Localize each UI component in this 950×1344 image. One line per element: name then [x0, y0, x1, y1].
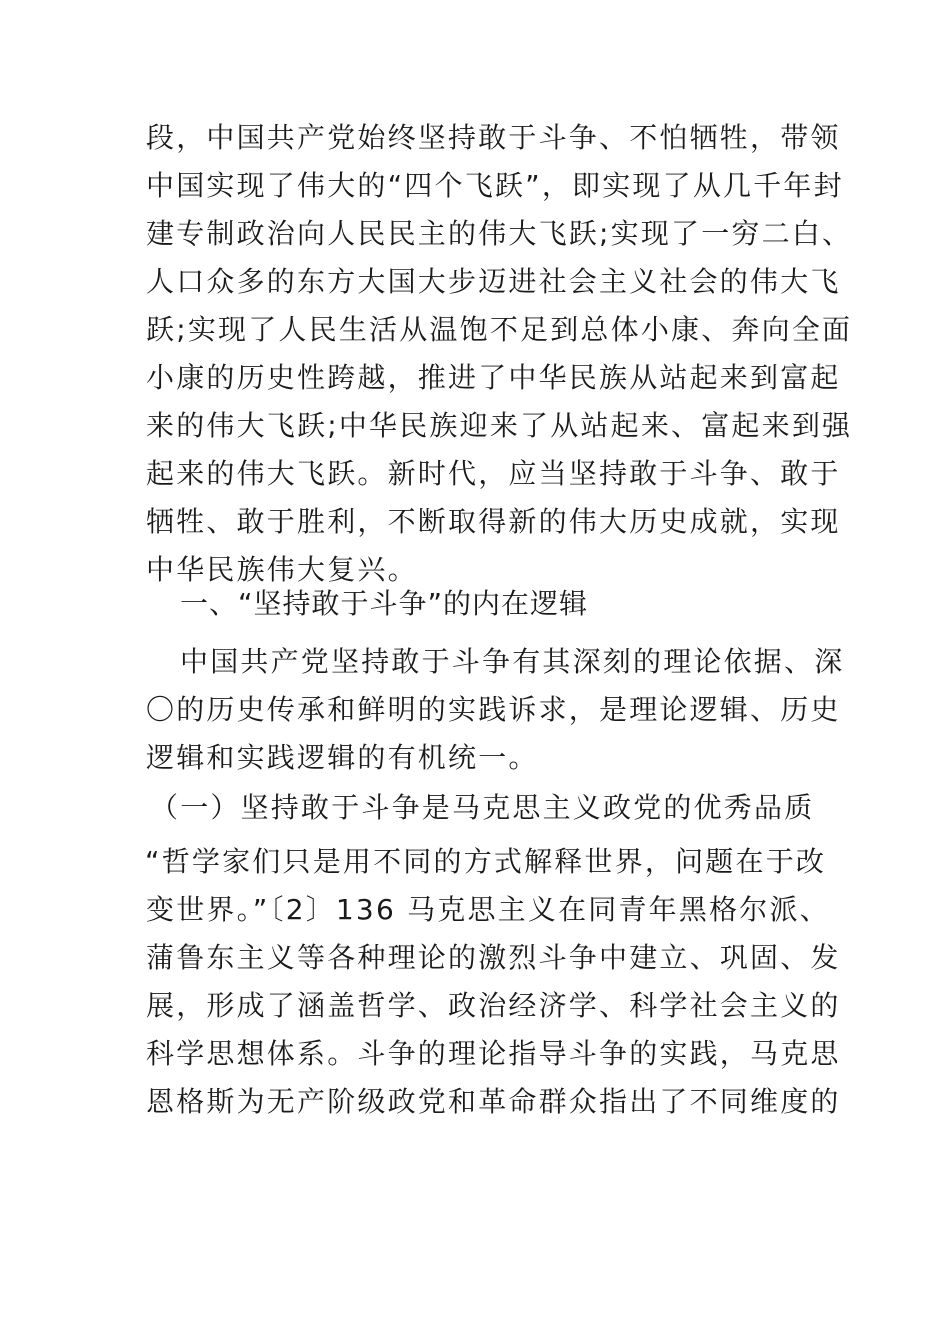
body-text-line: 中国共产党坚持敢于斗争有其深刻的理论依据、深: [180, 645, 845, 678]
body-text-line: 科学思想体系。斗争的理论指导斗争的实践，马克思: [146, 1037, 841, 1070]
body-text-line: 恩格斯为无产阶级政党和革命群众指出了不同维度的: [146, 1085, 841, 1118]
section-heading: 一、“坚持敢于斗争”的内在逻辑: [180, 587, 589, 620]
body-text-line: 逻辑和实践逻辑的有机统一。: [146, 741, 539, 774]
body-text-line: 跃;实现了人民生活从温饱不足到总体小康、奔向全面: [146, 313, 853, 346]
body-text-line: 段，中国共产党始终坚持敢于斗争、不怕牺牲，带领: [146, 121, 841, 154]
body-text-line: 展，形成了涵盖哲学、政治经济学、科学社会主义的: [146, 989, 841, 1022]
body-text-line: 中华民族伟大复兴。: [146, 553, 418, 586]
body-text-line: 起来的伟大飞跃。新时代，应当坚持敢于斗争、敢于: [146, 457, 841, 490]
body-text-line: 牺牲、敢于胜利，不断取得新的伟大历史成就，实现: [146, 505, 841, 538]
body-text-line: 蒲鲁东主义等各种理论的激烈斗争中建立、巩固、发: [146, 941, 841, 974]
body-text-line: 〇的历史传承和鲜明的实践诉求，是理论逻辑、历史: [146, 693, 841, 726]
body-text-line: 小康的历史性跨越，推进了中华民族从站起来到富起: [146, 361, 841, 394]
body-text-line: 建专制政治向人民民主的伟大飞跃;实现了一穷二白、: [146, 217, 853, 250]
body-text-line: 变世界。”〔2〕136 马克思主义在同青年黑格尔派、: [146, 893, 830, 926]
body-text-line: “哲学家们只是用不同的方式解释世界，问题在于改: [145, 845, 827, 878]
body-text-line: 中国实现了伟大的“四个飞跃”，即实现了从几千年封: [146, 169, 844, 202]
body-text-line: 来的伟大飞跃;中华民族迎来了从站起来、富起来到强: [146, 409, 853, 442]
subsection-heading: （一）坚持敢于斗争是马克思主义政党的优秀品质: [150, 791, 815, 824]
body-text-line: 人口众多的东方大国大步迈进社会主义社会的伟大飞: [146, 265, 841, 298]
